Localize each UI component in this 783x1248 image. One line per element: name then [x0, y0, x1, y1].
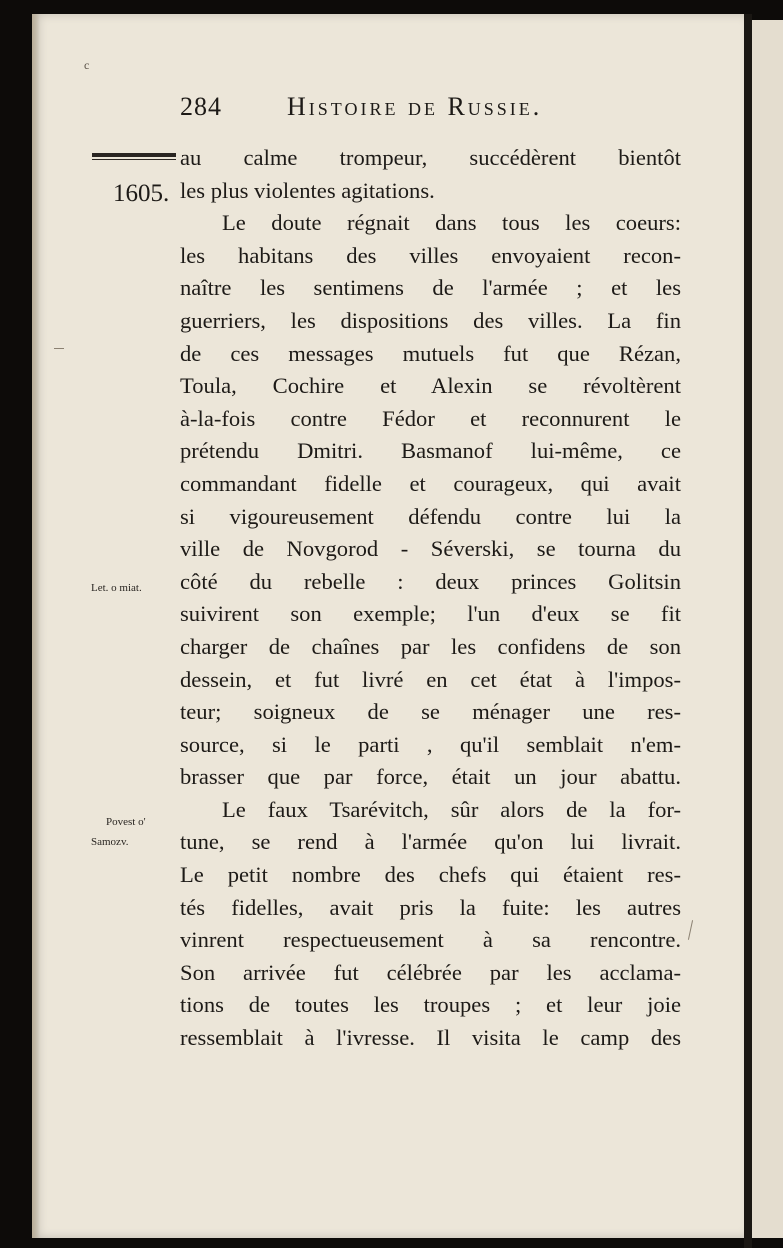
next-page-edge: [752, 20, 783, 1238]
page-edge-shadow: [32, 14, 40, 1238]
text-line: charger de chaînes par les confidens de son: [180, 633, 681, 659]
stray-mark: c: [84, 58, 90, 72]
section-rule: [92, 153, 176, 159]
page-header: [0, 92, 783, 128]
margin-note-source-2-line-2: Samozv.: [91, 836, 129, 848]
margin-year: 1605.: [113, 180, 170, 207]
text-line: si vigoureusement défendu contre lui la: [180, 503, 681, 529]
text-line: brasser que par force, était un jour abattu.: [180, 764, 681, 790]
text-line: au calme trompeur, succédèrent bientôt: [180, 145, 681, 170]
text-line: tions de toutes les troupes ; et leur joie: [180, 992, 681, 1018]
text-line: guerriers, les dispositions des villes. La fin: [180, 307, 681, 333]
text-line: de ces messages mutuels fut que Rézan,: [180, 340, 681, 366]
text-line: Le faux Tsarévitch, sûr alors de la for-: [222, 796, 681, 822]
section-rule-thick: [92, 153, 176, 157]
text-line: tés fidelles, avait pris la fuite: les autres: [180, 894, 681, 920]
text-line: source, si le parti , qu'il semblait n'em-: [180, 731, 681, 757]
text-line: commandant fidelle et courageux, qui avait: [180, 470, 681, 496]
text-line: prétendu Dmitri. Basmanof lui-même, ce: [180, 438, 681, 464]
book-gutter: [744, 14, 752, 1248]
text-line: Toula, Cochire et Alexin se révoltèrent: [180, 373, 681, 399]
margin-note-source-2-line-1: Povest o': [106, 816, 146, 828]
text-line: tune, se rend à l'armée qu'on lui livrait.: [180, 829, 681, 855]
text-line: naître les sentimens de l'armée ; et les: [180, 275, 681, 301]
text-line: les habitans des villes envoyaient recon-: [180, 242, 681, 268]
text-line: suivirent son exemple; l'un d'eux se fit: [180, 601, 681, 627]
text-line: Son arrivée fut célébrée par les acclama-: [180, 959, 681, 985]
text-line: à-la-fois contre Fédor et reconnurent le: [180, 405, 681, 431]
text-line: ville de Novgorod - Séverski, se tourna du: [180, 536, 681, 562]
text-line: les plus violentes agitations.: [180, 177, 435, 203]
stray-dash-mark: [54, 348, 64, 349]
page-number: 284: [180, 92, 222, 121]
text-line: Le petit nombre des chefs qui étaient res-: [180, 862, 681, 888]
text-line: vinrent respectueusement à sa rencontre.: [180, 927, 681, 953]
text-line: Le doute régnait dans tous les coeurs:: [222, 210, 681, 236]
text-line: ressemblait à l'ivresse. Il visita le camp des: [180, 1025, 681, 1051]
body-text: [180, 142, 681, 1055]
text-line: dessein, et fut livré en cet état à l'impos-: [180, 666, 681, 692]
section-rule-thin: [92, 159, 176, 160]
running-title: Histoire de Russie.: [287, 92, 543, 121]
margin-note-source-1: Let. o miat.: [91, 582, 142, 594]
text-line: côté du rebelle : deux princes Golitsin: [180, 568, 681, 594]
text-line: teur; soigneux de se ménager une res-: [180, 699, 681, 725]
